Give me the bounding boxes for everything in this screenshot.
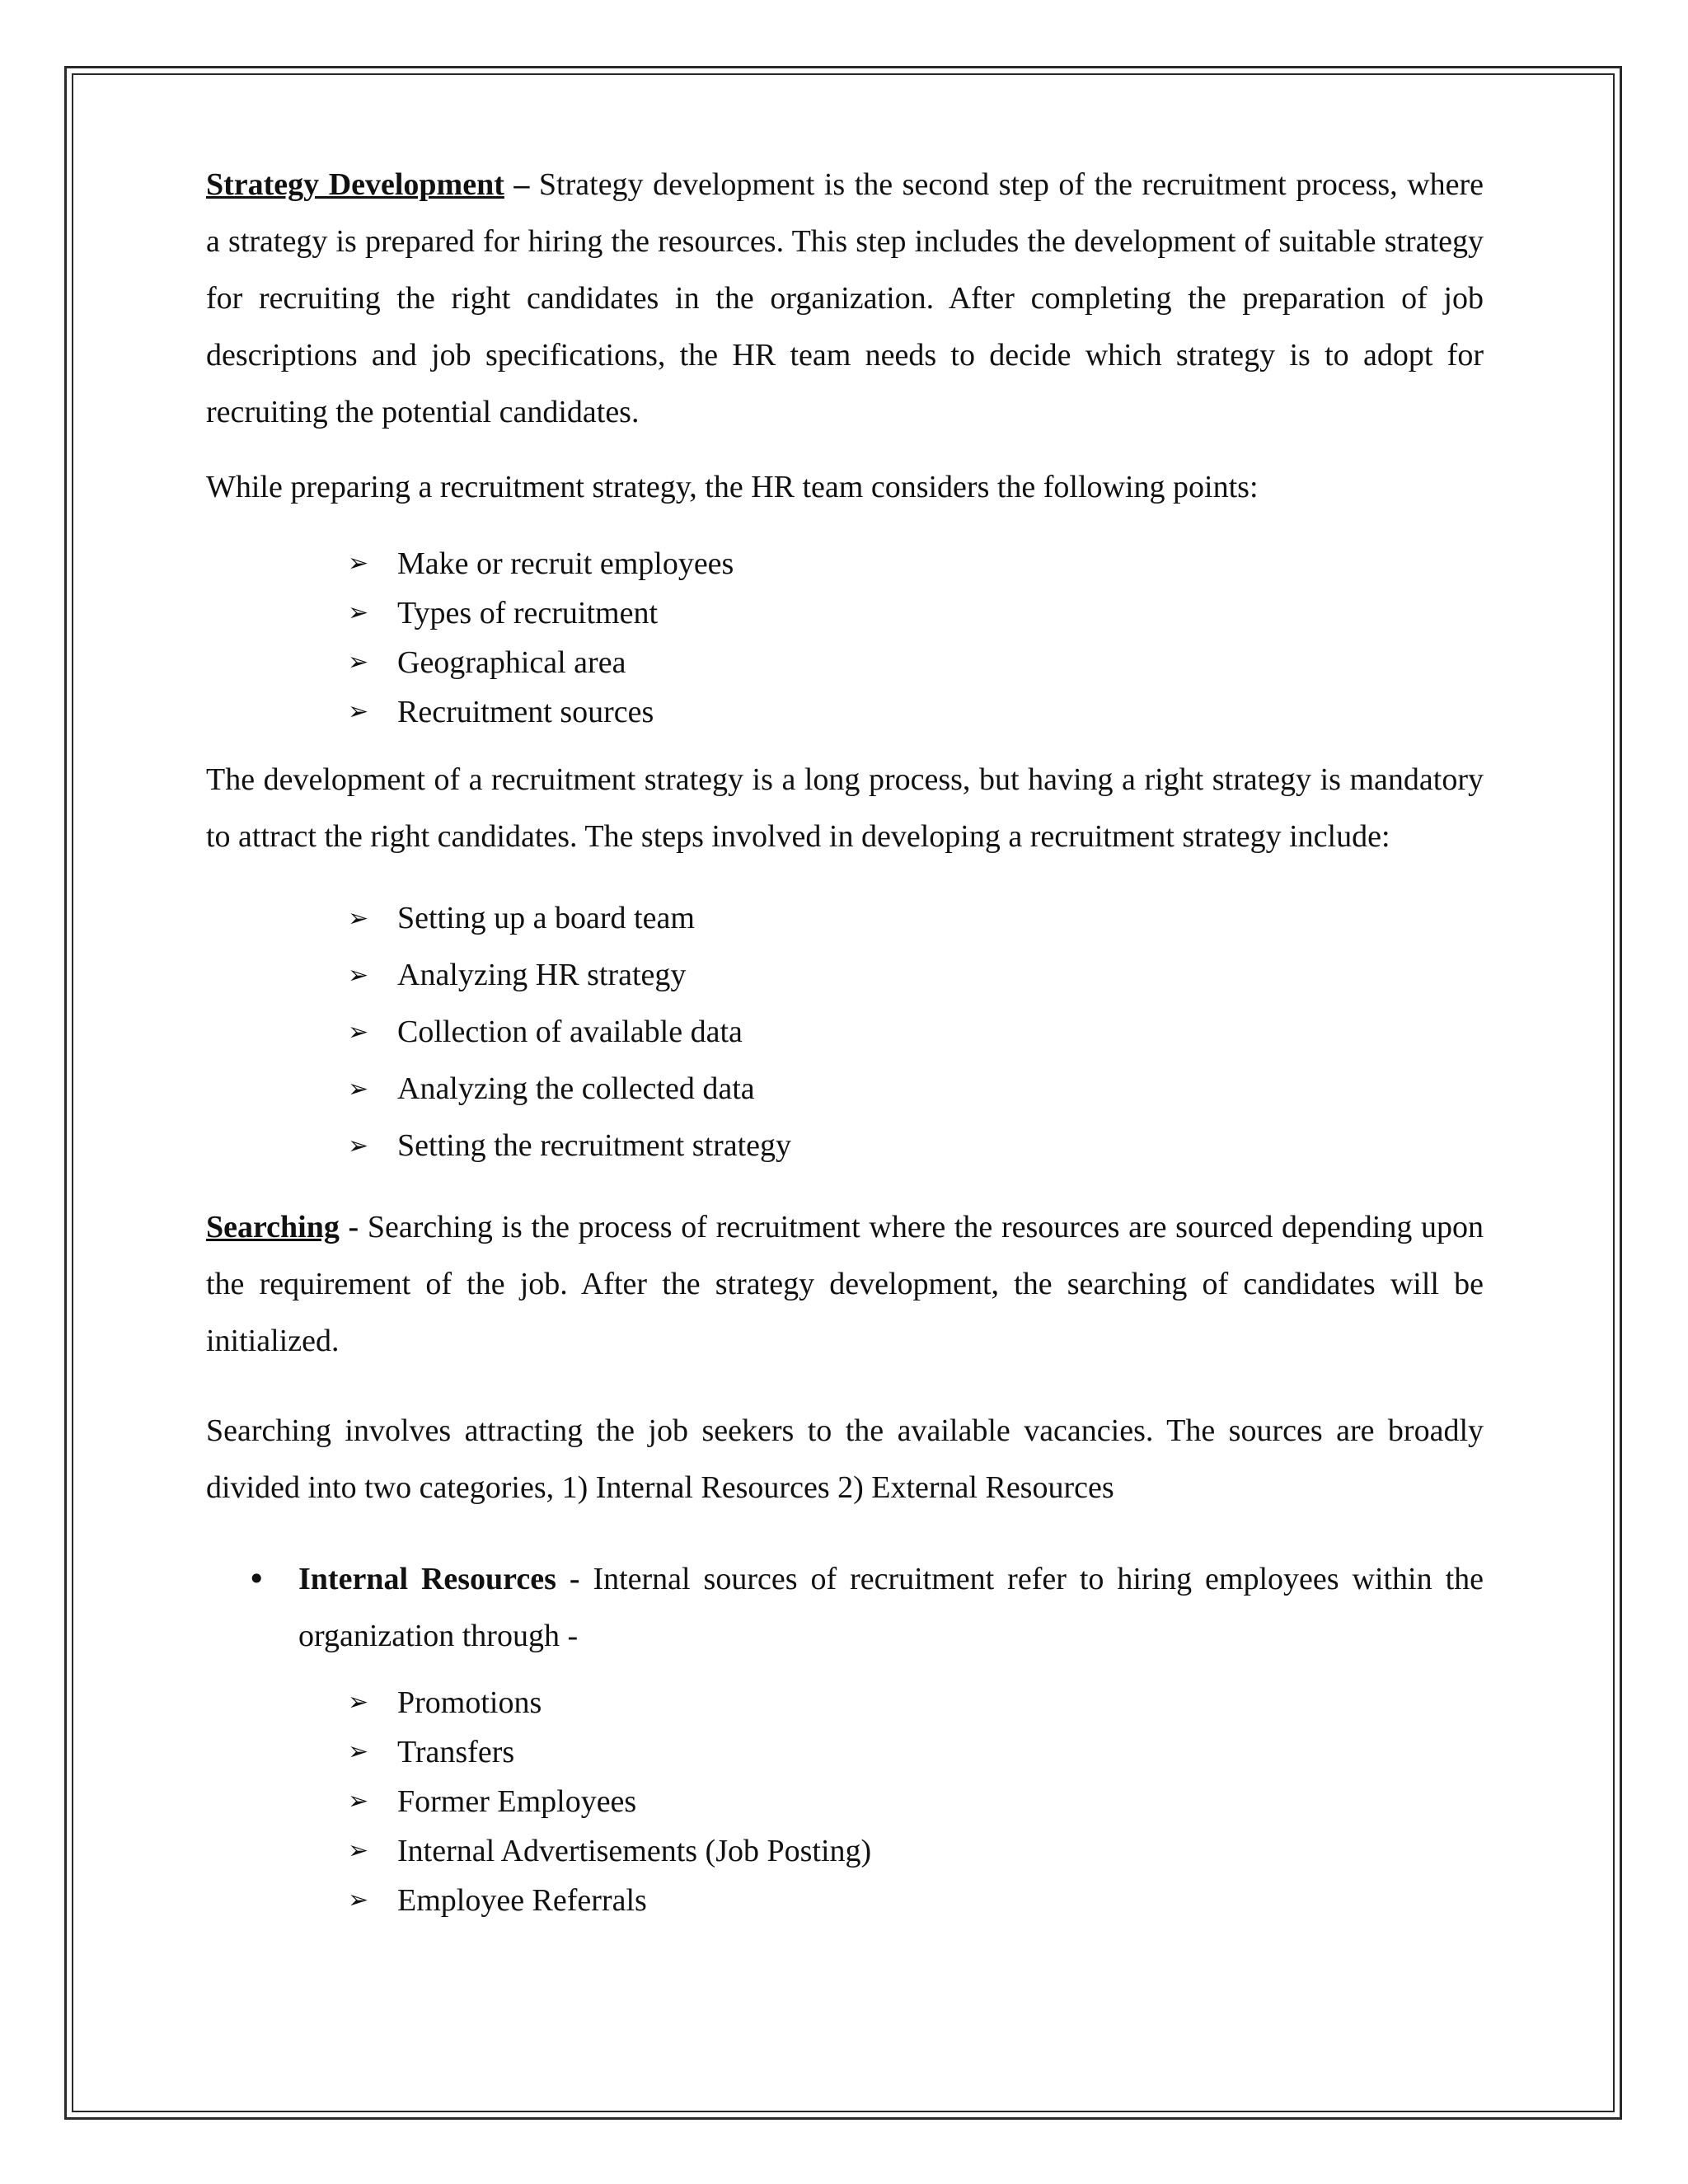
internal-resources-text: Internal sources of recruitment refer to hiring employees within the organization through -: [298, 1562, 1484, 1653]
searching-heading: Searching: [206, 1210, 340, 1244]
list-item: ➢ Collection of available data: [348, 1004, 1484, 1061]
list-item: ➢ Geographical area: [348, 638, 1484, 687]
list-item: ➢ Promotions: [348, 1678, 1484, 1727]
internal-resources-item: [206, 1551, 1484, 1665]
list-item: ➢ Analyzing the collected data: [348, 1061, 1484, 1118]
arrowhead-bullet-icon: ➢: [348, 1836, 369, 1865]
list-item: ➢ Internal Advertisements (Job Posting): [348, 1826, 1484, 1876]
strategy-separator: –: [504, 167, 539, 202]
dot-bullet-icon: •: [247, 1561, 266, 1597]
arrowhead-bullet-icon: ➢: [348, 1688, 369, 1717]
list-item: ➢ Recruitment sources: [348, 687, 1484, 737]
list-item: ➢ Employee Referrals: [348, 1876, 1484, 1925]
arrowhead-bullet-icon: ➢: [348, 1886, 369, 1915]
arrowhead-bullet-icon: ➢: [348, 549, 369, 578]
arrowhead-bullet-icon: ➢: [348, 1132, 369, 1160]
arrowhead-bullet-icon: ➢: [348, 598, 369, 627]
internal-sources-list: [206, 1678, 1484, 1925]
steps-intro: The development of a recruitment strategy is a long process, but having a right strategy is mandatory to attract the right candidates. The steps involved in developing a recruitment strategy include:: [206, 762, 1484, 854]
arrowhead-bullet-icon: ➢: [348, 1737, 369, 1766]
arrowhead-bullet-icon: ➢: [348, 961, 369, 990]
strategy-heading: Strategy Development: [206, 167, 504, 202]
list-item: ➢ Setting up a board team: [348, 890, 1484, 947]
document-body: [206, 157, 1484, 1925]
searching-text: Searching is the process of recruitment where the resources are sourced depending upon the requirement of the job. After the strategy development, the searching of candidates will be initialized.: [206, 1210, 1484, 1358]
arrowhead-bullet-icon: ➢: [348, 1075, 369, 1104]
arrowhead-bullet-icon: ➢: [348, 904, 369, 933]
strategy-text: Strategy development is the second step of the recruitment process, where a strategy is prepared for hiring the resources. This step includes the development of suitable strategy for recruiting the right candidates in the organization. After completing the preparation of job descriptions and job specifications, the HR team needs to decide which strategy is to adopt for recruiting the potential candidates.: [206, 167, 1484, 429]
arrowhead-bullet-icon: ➢: [348, 697, 369, 726]
arrowhead-bullet-icon: ➢: [348, 648, 369, 677]
list-item: ➢ Former Employees: [348, 1777, 1484, 1826]
searching-paragraph: [206, 1199, 1484, 1370]
list-item: ➢ Transfers: [348, 1727, 1484, 1777]
strategy-steps-list: [206, 890, 1484, 1174]
list-item: ➢ Make or recruit employees: [348, 539, 1484, 588]
points-intro: While preparing a recruitment strategy, the HR team considers the following points:: [206, 470, 1259, 504]
list-item: ➢ Setting the recruitment strategy: [348, 1118, 1484, 1174]
internal-resources-label: Internal Resources -: [298, 1562, 580, 1596]
list-item: ➢ Analyzing HR strategy: [348, 947, 1484, 1004]
arrowhead-bullet-icon: ➢: [348, 1018, 369, 1047]
strategy-paragraph: [206, 157, 1484, 441]
searching-separator: -: [339, 1210, 368, 1244]
sources-paragraph: Searching involves attracting the job seekers to the available vacancies. The sources are broadly divided into two categories, 1) Internal Resources 2) External Resources: [206, 1413, 1484, 1505]
list-item: ➢ Types of recruitment: [348, 588, 1484, 638]
arrowhead-bullet-icon: ➢: [348, 1787, 369, 1816]
strategy-points-list: [206, 539, 1484, 737]
